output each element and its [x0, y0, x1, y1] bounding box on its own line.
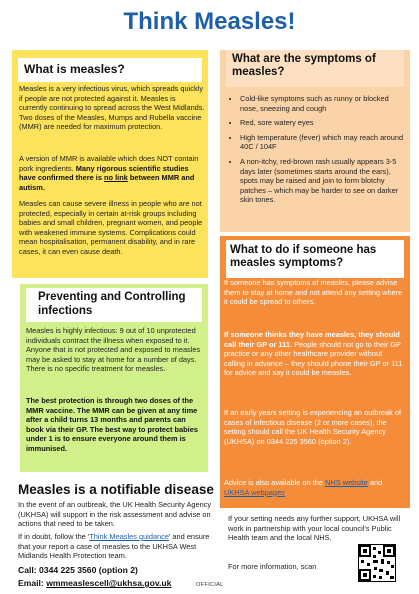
ukhsa-webpages-link[interactable]: UKHSA webpages: [224, 487, 285, 497]
notifiable-paragraph-2: If in doubt, follow the 'Think Measles guidance' and ensure that your report a case of measles to the UKHSA West Midlands Health Protection team.: [18, 532, 210, 561]
qr-code-graphic: [359, 545, 395, 581]
support-paragraph-1: If your setting needs any further support, UKHSA will work in partnership with your local council's Public Health team and the local NHS.: [228, 514, 401, 543]
symptoms-panel: [220, 50, 410, 232]
notifiable-heading: Measles is a notifiable disease: [18, 482, 214, 497]
nhs-website-link[interactable]: NHS website: [325, 478, 368, 487]
what-to-do-paragraph-1: If someone has symptoms of measles, please advise them to stay at home and not attend any setting where it could be spread to others.: [224, 278, 403, 307]
what-is-paragraph-3: Measles can cause severe illness in people who are not protected, especially in certain at-risk groups including babies and small children, pregnant women, and people with weakened immune systems. Complications could mean hospitalisation, permanent disability, and in rare cases, it can even cause death.: [19, 199, 203, 256]
preventing-paragraph-2: The best protection is through two doses of the MMR vaccine. The MMR can be given at any time after a child turns 13 months and parents can book via their GP. The best way to protect babies under 1 is to ensure everyone around them is immunised.: [26, 396, 198, 453]
symptoms-list: [228, 94, 408, 210]
what-is-paragraph-1: Measles is a very infectious virus, which spreads quickly if people are not protected against it. Measles is currently continuing to spread across the West Midlands. Two doses of the Measles, Mumps and Rubella vaccine (MMR) are needed for maximum protection.: [19, 84, 205, 132]
official-marking: OFFICIAL: [196, 582, 224, 588]
what-to-do-paragraph-3: If an early years setting is experiencing an outbreak of cases of infectious disease (2 or more cases), the setting should call the UK Health Security Agency (UKHSA) on 0344 225 3560 (option 2).: [224, 408, 402, 446]
what-to-do-panel: [220, 236, 410, 508]
think-measles-guidance-link[interactable]: Think Measles guidance: [89, 532, 169, 541]
support-panel: [222, 510, 412, 590]
preventing-heading: Preventing and Controlling infections: [26, 288, 202, 322]
call-line: Call: 0344 225 3560 (option 2): [18, 565, 138, 575]
page-title: Think Measles!: [123, 8, 296, 35]
symptom-item: • Red, sore watery eyes: [240, 118, 408, 128]
symptoms-heading: What are the symptoms of measles?: [226, 50, 404, 87]
what-to-do-paragraph-2: If someone thinks they have measles, they should call their GP or 111. People should not go to their GP practice or any other healthcare provider without calling in advance – they should phone their GP or 111 for advice and say it could be measles.: [224, 330, 403, 378]
what-is-paragraph-2: A version of MMR is available which does NOT contain pork ingredients. Many rigorous scientific studies have confirmed there is no link between MMR and autism.: [19, 154, 199, 192]
symptom-item: • Cold-like symptoms such as runny or blocked nose, sneezing and cough: [240, 94, 408, 113]
email-line: Email: wmmeaslescell@ukhsa.gov.uk: [18, 578, 172, 588]
preventing-panel: [20, 284, 208, 472]
preventing-paragraph-1: Measles is highly infectious: 9 out of 10 unprotected individuals contract the illness when exposed to it. Anyone that is not protected and exposed to measles may be asked to stay at home for a number of days. There is no specific treatment for measles.: [26, 326, 201, 374]
qr-code-icon[interactable]: [358, 544, 396, 582]
symptom-item: • High temperature (fever) which may reach around 40C / 104F: [240, 133, 408, 152]
what-to-do-paragraph-4: Advice is also available on the NHS website and UKHSA webpages.: [224, 478, 383, 497]
what-to-do-heading: What to do if someone has measles symptoms?: [226, 240, 404, 278]
support-paragraph-2: For more information, scan: [228, 562, 317, 571]
what-is-measles-heading: What is measles?: [18, 58, 202, 82]
email-link[interactable]: wmmeaslescell@ukhsa.gov.uk: [46, 578, 172, 588]
symptom-item: • A non-itchy, red-brown rash usually appears 3-5 days later (sometimes starts around the ears), spots may be raised and join to form blotchy patches – which may be harder to see on darker skin tones.: [240, 157, 408, 205]
notifiable-paragraph-1: In the event of an outbreak, the UK Health Security Agency (UKHSA) will support in the risk assessment and advise on actions that need to be taken.: [18, 500, 212, 529]
what-is-measles-panel: [12, 50, 208, 278]
